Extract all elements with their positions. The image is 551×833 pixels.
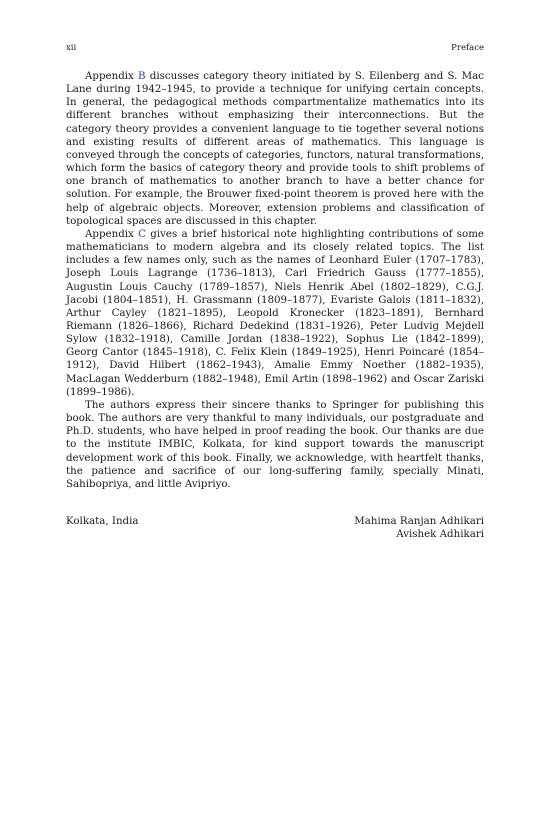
section-title: Preface bbox=[451, 43, 484, 53]
appendix-c-link[interactable]: C bbox=[138, 227, 146, 240]
appendix-b-link[interactable]: B bbox=[138, 70, 146, 82]
author-name: Mahima Ranjan Adhikari bbox=[354, 515, 484, 527]
preface-body bbox=[66, 70, 484, 491]
paragraph-text: discusses category theory initiated by S. Eilenberg and S. Mac Lane during 1942–1945, to provide a technique for unifying certain concepts. In general, the pedagogical methods compartmentalize mathematics into its different branches without emphasizing their interconnections. But the category theory provides a convenient language to tie together several notions and existing results of different areas of mathematics. This language is conveyed through the concepts of categories, functors, natural transformations, which form the basics of category theory and provide tools to shift problems of one branch of mathematics to another branch to have a better chance for solution. For example, the Brouwer fixed-point theorem is proved here with the help of algebraic objects. Moreover, extension problems and classification of topological spaces are discussed in this chapter. bbox=[66, 70, 484, 227]
page-number: xii bbox=[66, 43, 77, 53]
running-head bbox=[66, 43, 484, 53]
paragraph-text: The authors express their sincere thanks to Springer for publishing this book. The authors are very thankful to many individuals, our postgraduate and Ph.D. students, who have helped in proof reading the book. Our thanks are due to the institute IMBIC, Kolkata, for kind support towards the manuscript development work of this book. Finally, we acknowledge, with heartfelt thanks, the patience and sacrifice of our long-suffering family, specially Minati, Sahibopriya, and little Avipriyo. bbox=[66, 398, 484, 490]
paragraph-acknowledgements bbox=[66, 399, 484, 491]
paragraph-text: gives a brief historical note highlighting contributions of some mathematicians to modern algebra and its closely related topics. The list includes a few names only, such as the names of Leonhard Euler (1707–1783), Joseph Louis Lagrange (1736–1813), Carl Friedrich Gauss (1777–1855), Augustin Louis Cauchy (1789–1857), Niels Henrik Abel (1802–1829), C.G.J. Jacobi (1804–1851), H. Grassmann (1809–1877), Evariste Galois (1811–1832), Arthur Cayley (1821–1895), Leopold Kronecker (1823–1891), Bernhard Riemann (1826–1866), Richard Dedekind (1831–1926), Peter Ludvig Mejdell Sylow (1832–1918), Camille Jordan (1838–1922), Sophus Lie (1842–1899), Georg Cantor (1845–1918), C. Felix Klein (1849–1925), Henri Poincaré (1854–1912), David Hilbert (1862–1943), Amalie Emmy Noether (1882–1935), MacLagan Wedderburn (1882–1948), Emil Artin (1898–1962) and Oscar Zariski (1899–1986). bbox=[66, 227, 484, 398]
paragraph-lead: Appendix bbox=[85, 70, 139, 82]
paragraph-appendix-b bbox=[66, 70, 484, 228]
signoff bbox=[66, 515, 484, 541]
author-name: Avishek Adhikari bbox=[396, 528, 484, 541]
signoff-place: Kolkata, India bbox=[66, 515, 139, 527]
paragraph-appendix-c bbox=[66, 228, 484, 399]
signoff-authors bbox=[354, 515, 484, 541]
paragraph-lead: Appendix bbox=[85, 227, 139, 240]
